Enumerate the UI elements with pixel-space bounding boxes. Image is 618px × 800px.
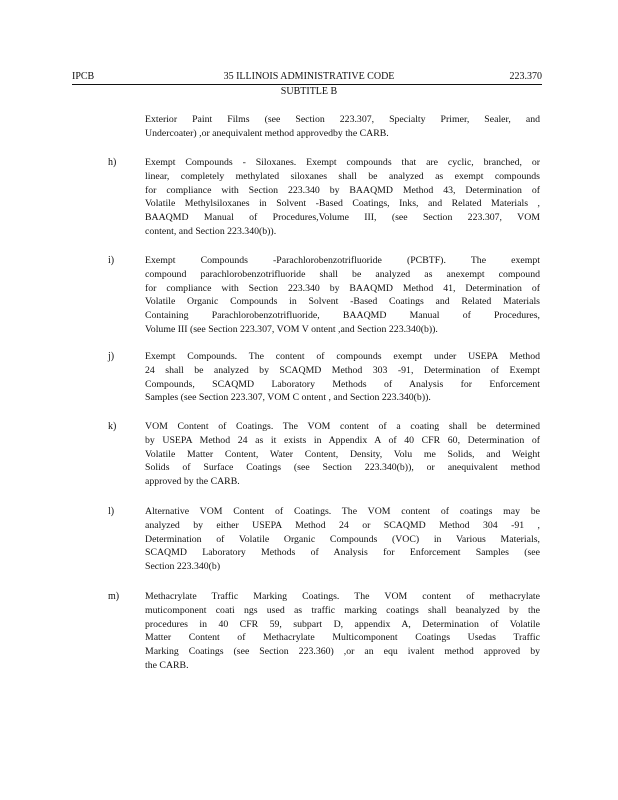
text-line: VOM Content of Coatings. The VOM content of a coating shall be determined [145,421,540,432]
text-line: Volume III (see Section 223.307, VOM V ontent ,and Section 223.340(b)). [145,323,438,335]
text-line: Compounds, SCAQMD Laboratory Methods of Analysis for Enforcement [145,378,540,390]
text-line: Determination of Volatile Organic Compounds (VOC) in Various Materials, [145,533,540,545]
text-line: Exempt Compounds - Siloxanes. Exempt compounds that are cyclic, branched, or [145,157,540,168]
text-line: Containing Parachlorobenzotrifluoride, BAAQMD Manual of Procedures, [145,310,540,322]
text-line: Alternative VOM Content of Coatings. The VOM content of coatings may be [145,506,540,517]
item-paragraph-j [145,350,540,405]
text-line: Methacrylate Traffic Marking Coatings. The VOM content of methacrylate [145,591,540,602]
text-line: Marking Coatings (see Section 223.360) ,or an equ ivalent method approved by [145,646,540,658]
item-paragraph-h [145,156,540,239]
text-line: Volatile Organic Compounds in Solvent -Based Coatings and Related Materials [145,296,540,308]
text-line: Section 223.340(b) [145,561,221,573]
text-line: Undercoater) ,or anequivalent method approvedby the CARB. [145,127,389,139]
text-line: procedures in 40 CFR 59, subpart D, appendix A, Determination of Volatile [145,618,540,630]
text-line: by USEPA Method 24 as it exists in Appendix A of 40 CFR 60, Determination of [145,434,540,446]
text-line: Volatile Methylsiloxanes in Solvent -Based Coatings, Inks, and Related Materials , [145,198,540,210]
text-line: 24 shall be analyzed by SCAQMD Method 303 -91, Determination of Exempt [145,364,540,376]
text-line: for compliance with Section 223.340 by BAAQMD Method 41, Determination of [145,282,540,294]
text-line: Volatile Matter Content, Water Content, Density, Volu me Solids, and Weight [145,448,540,460]
text-line: Samples (see Section 223.307, VOM C ontent , and Section 223.340(b)). [145,392,431,404]
item-paragraph-k [145,420,540,489]
text-line: approved by the CARB. [145,476,240,488]
item-label-k: k) [108,421,117,432]
header-code-title: 35 ILLINOIS ADMINISTRATIVE CODE [223,71,395,82]
text-line: content, and Section 223.340(b)). [145,225,277,237]
item-label-h: h) [108,157,117,168]
item-label-i: i) [108,255,115,266]
text-line: Exempt Compounds. The content of compounds exempt under USEPA Method [145,351,540,362]
item-paragraph-i [145,254,540,337]
header-agency: IPCB [72,71,95,82]
header-subtitle: SUBTITLE B [280,86,338,97]
text-line: SCAQMD Laboratory Methods of Analysis for Enforcement Samples (see [145,547,540,559]
text-line: Matter Content of Methacrylate Multicomponent Coatings Usedas Traffic [145,632,540,644]
text-line: linear, completely methylated siloxanes shall be analyzed as exempt compounds [145,170,540,182]
item-label-j: j) [108,351,115,362]
item-paragraph-m [145,590,540,673]
intro-paragraph [145,113,540,141]
text-line: analyzed by either USEPA Method 24 or SCAQMD Method 304 -91 , [145,519,540,531]
text-line: for compliance with Section 223.340 by BAAQMD Method 43, Determination of [145,184,540,196]
item-label-m: m) [108,591,120,602]
text-line: Exterior Paint Films (see Section 223.307, Specialty Primer, Sealer, and [145,114,540,125]
item-paragraph-l [145,505,540,574]
item-label-l: l) [108,506,115,517]
text-line: Exempt Compounds -Parachlorobenzotrifluoride (PCBTF). The exempt [145,255,540,266]
header-rule [72,84,542,85]
text-line: compound parachlorobenzotrifluoride shall be analyzed as anexempt compound [145,268,540,280]
text-line: muticomponent coati ngs used as traffic marking coatings shall beanalyzed by the [145,604,540,616]
text-line: the CARB. [145,659,189,671]
text-line: Solids of Surface Coatings (see Section 223.340(b)), or anequivalent method [145,462,540,474]
text-line: BAAQMD Manual of Procedures,Volume III, (see Section 223.307, VOM [145,212,540,224]
header-section-number: 223.370 [509,71,542,82]
